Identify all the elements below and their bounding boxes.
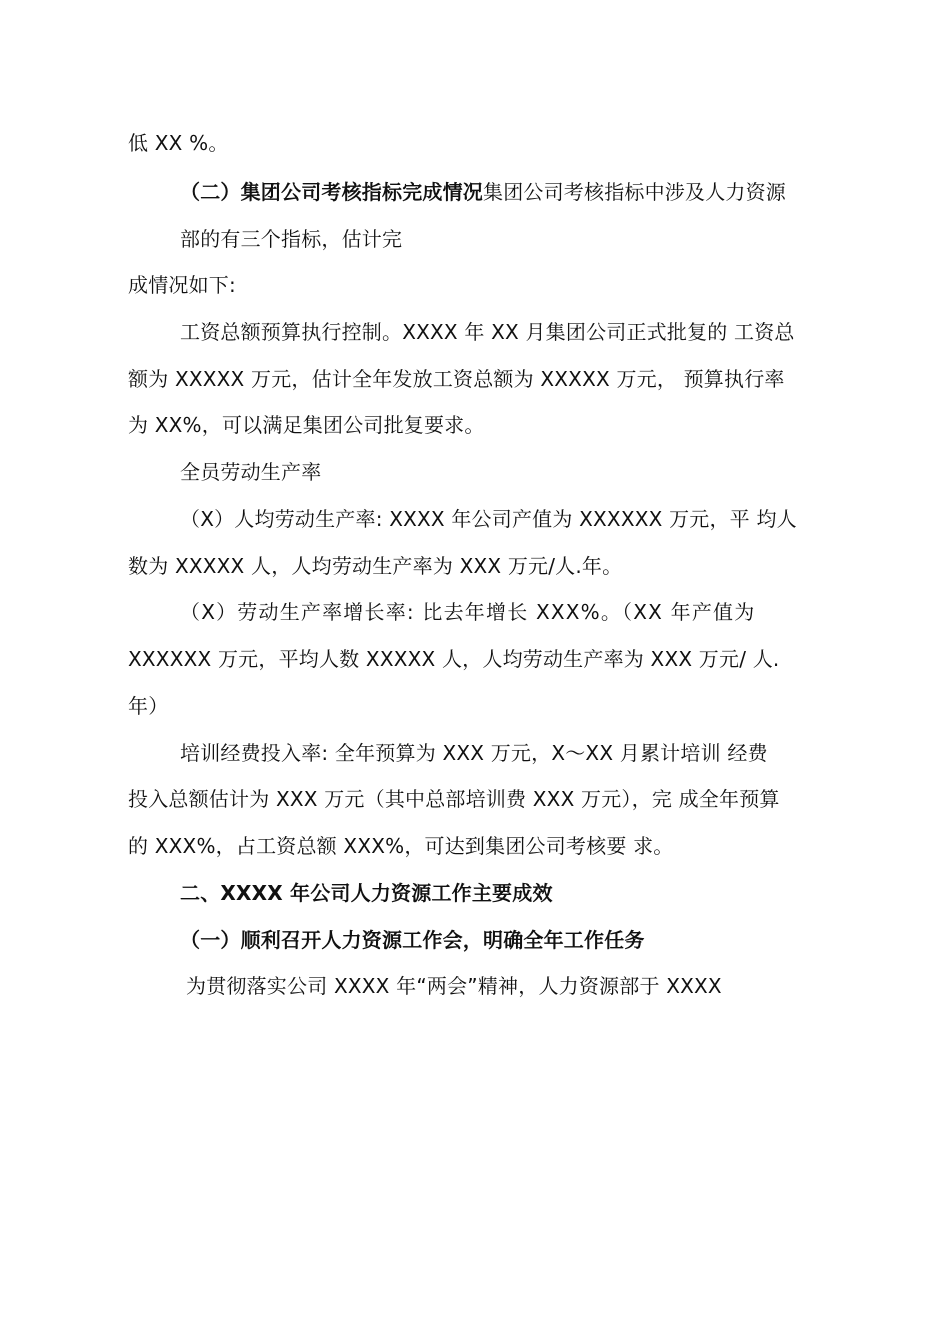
section-heading-line: [180, 178, 786, 206]
paragraph-line: （X）人均劳动生产率: XXXX 年公司产值为 XXXXXX 万元，平 均人: [180, 507, 797, 531]
paragraph-line: XXXXXX 万元，平均人数 XXXXX 人，人均劳动生产率为 XXX 万元/ 人.: [128, 647, 780, 671]
section-heading: （一）顺利召开人力资源工作会，明确全年工作任务: [180, 928, 645, 952]
heading-continuation-text: 集团公司考核指标中涉及人力资源: [483, 180, 786, 204]
paragraph-line: （X）劳动生产率增长率: 比去年增长 XXX%。（XX 年产值为: [180, 600, 756, 624]
section-heading: （二）集团公司考核指标完成情况: [180, 180, 483, 204]
chapter-heading: 二、XXXX 年公司人力资源工作主要成效: [180, 881, 553, 905]
paragraph-line: 为贯彻落实公司 XXXX 年“两会”精神，人力资源部于 XXXX: [186, 974, 722, 998]
paragraph-line: 年）: [128, 694, 169, 718]
text-line: 低 XX %。: [128, 131, 229, 155]
paragraph-line: 为 XX%，可以满足集团公司批复要求。: [128, 413, 485, 437]
text-line: 成情况如下:: [128, 273, 236, 297]
paragraph-line: 投入总额估计为 XXX 万元（其中总部培训费 XXX 万元），完 成全年预算: [128, 787, 780, 811]
paragraph-line: 额为 XXXXX 万元，估计全年发放工资总额为 XXXXX 万元， 预算执行率: [128, 367, 785, 391]
text-line: 全员劳动生产率: [180, 460, 322, 484]
paragraph-line: 的 XXX%，占工资总额 XXX%，可达到集团公司考核要 求。: [128, 834, 674, 858]
text-line: 部的有三个指标，估计完: [180, 227, 403, 251]
paragraph-line: 培训经费投入率: 全年预算为 XXX 万元，X～XX 月累计培训 经费: [180, 741, 768, 765]
paragraph-line: 工资总额预算执行控制。XXXX 年 XX 月集团公司正式批复的 工资总: [180, 320, 795, 344]
paragraph-line: 数为 XXXXX 人，人均劳动生产率为 XXX 万元/人.年。: [128, 554, 623, 578]
